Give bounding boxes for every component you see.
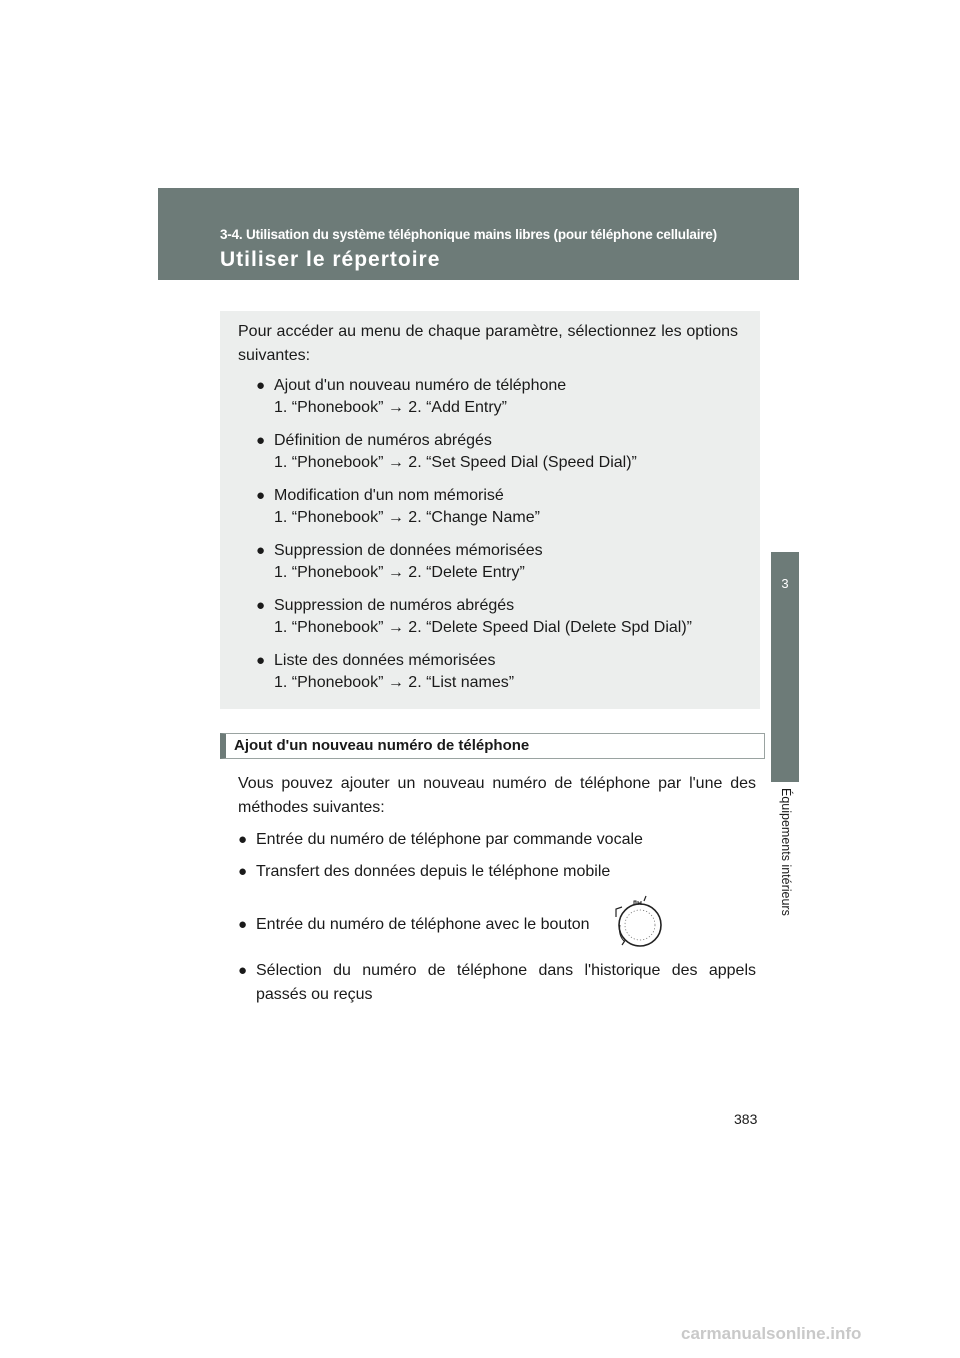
tune-knob-icon [612,895,664,951]
chapter-label [775,788,795,988]
bullet-icon: ● [238,863,248,880]
bullet-icon: ● [256,652,266,669]
section-label: 3-4. Utilisation du système téléphonique mains libres (pour téléphone cellulaire) [220,227,717,242]
option-label: Liste des données mémorisées [274,652,496,669]
option-label: Définition de numéros abrégés [274,432,492,449]
method-text: Transfert des données depuis le téléphone mobile [256,863,611,880]
method-text: Entrée du numéro de téléphone avec le bouton [256,916,590,933]
section-intro: Vous pouvez ajouter un nouveau numéro de téléphone par l'une des méthodes suivantes: [238,775,756,816]
option-label: Modification d'un nom mémorisé [274,487,504,504]
bullet-icon: ● [238,916,248,933]
subsection-heading-text: Ajout d'un nouveau numéro de téléphone [234,737,530,754]
bullet-icon: ● [256,377,266,394]
bullet-icon: ● [238,831,248,848]
info-intro: Pour accéder au menu de chaque paramètre, sélectionnez les options suivantes: [238,323,738,364]
option-label: Suppression de numéros abrégés [274,597,515,614]
bullet-icon: ● [256,542,266,559]
chapter-number: 3 [781,576,789,591]
bullet-icon: ● [256,432,266,449]
option-path: 1. “Phonebook” → 2. “Add Entry” [274,399,507,416]
method-text: Entrée du numéro de téléphone par commande vocale [256,831,643,848]
option-path: 1. “Phonebook” → 2. “Change Name” [274,509,540,526]
page-number: 383 [734,1111,758,1127]
option-path: 1. “Phonebook” → 2. “Delete Speed Dial (Delete Spd Dial)” [274,619,692,636]
subsection-heading [220,733,765,759]
bullet-icon: ● [238,962,248,979]
option-path: 1. “Phonebook” → 2. “Set Speed Dial (Speed Dial)” [274,454,637,471]
bullet-icon: ● [256,487,266,504]
chapter-label-text: Équipements intérieurs [779,788,793,916]
watermark: carmanualsonline.info [681,1324,862,1343]
option-path: 1. “Phonebook” → 2. “Delete Entry” [274,564,525,581]
page-title: Utiliser le répertoire [220,248,441,271]
method-text: Sélection du numéro de téléphone dans l'historique des appels passés ou reçus [256,962,756,1003]
bullet-icon: ● [256,597,266,614]
option-path: 1. “Phonebook” → 2. “List names” [274,674,515,691]
option-label: Suppression de données mémorisées [274,542,543,559]
option-label: Ajout d'un nouveau numéro de téléphone [274,377,567,394]
chapter-tab[interactable] [771,552,799,782]
